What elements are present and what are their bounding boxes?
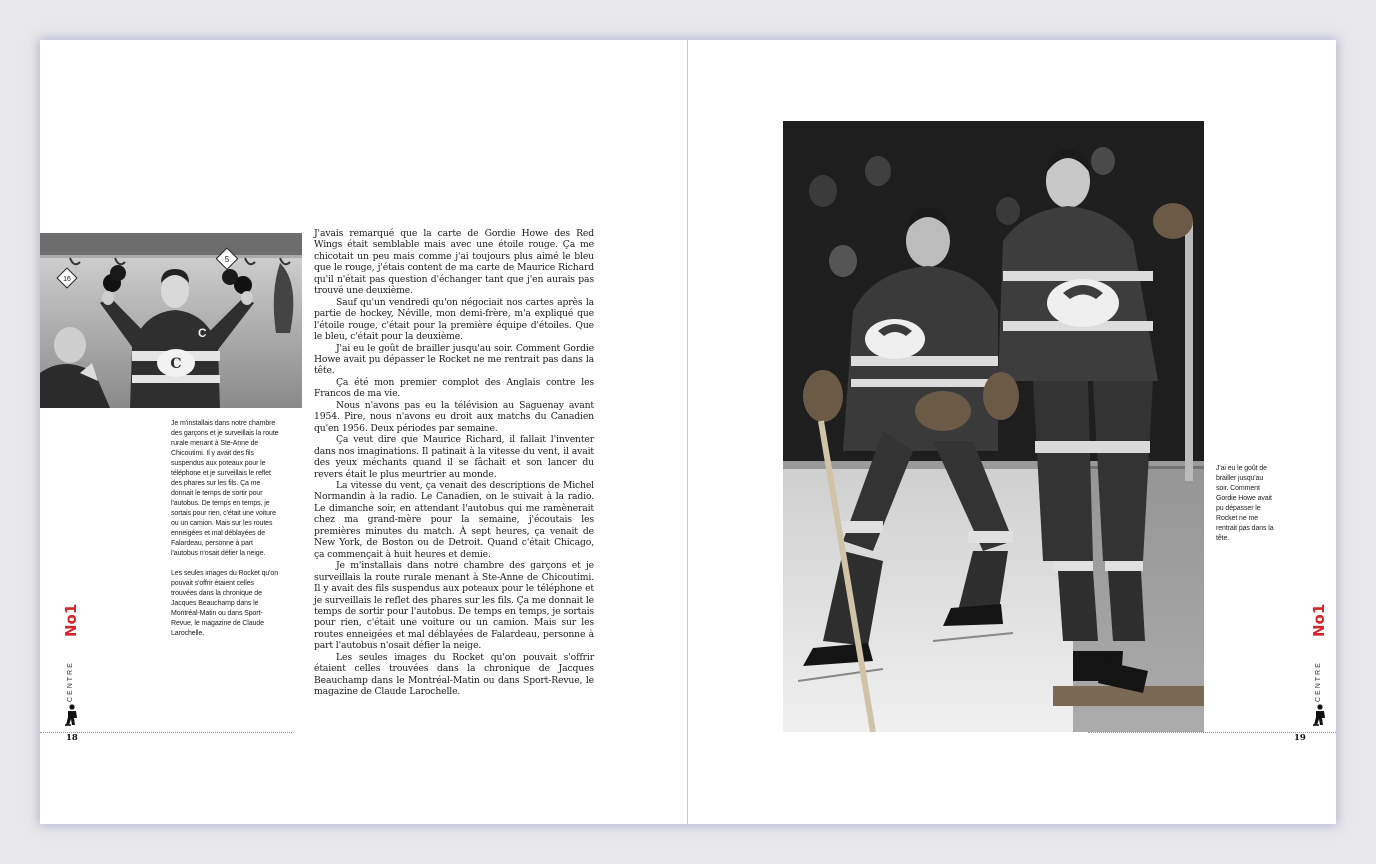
body-paragraph: Je m'installais dans notre chambre des garçons et je surveillais la route rurale menant à Ste-Anne de Chicoutimi. Il y avait des fils suspendus aux poteaux pour le téléphone et je surveillais le reflet des phares sur les fils. Ça me donnait le temps de sortir pour l'autobus. De temps en temps, je sortais pour rien, c'était une voiture ou un camion. Mais sur les routes enneigées et mal déblayées de Falardeau, personne à part l'autobus n'osait défier la neige.: [314, 560, 594, 652]
body-paragraph: Sauf qu'un vendredi qu'on négociait nos cartes après la partie de hockey, Néville, mon demi-frère, m'a expliqué que l'étoile rouge, c'était pour la première équipe d'étoiles. Que le bleu, c'était pour la deuxième.: [314, 296, 594, 343]
book-spread: [40, 40, 1336, 824]
captain-photo-art: [40, 233, 302, 408]
caption-paragraph: J'ai eu le goût de brailler jusqu'au soir. Comment Gordie Howe avait pu dépasser le Rocket ne me rentrait pas dans la tête.: [1216, 465, 1274, 542]
players-photo: [783, 121, 1204, 732]
svg-text:16: 16: [63, 276, 71, 283]
caption-paragraph: Les seules images du Rocket qu'on pouvait s'offrir étaient celles trouvées dans la chronique de Jacques Beauchamp dans le Montréal-Matin ou dans Sport-Revue, le magazine de Claude Larochelle.: [171, 570, 278, 637]
svg-text:C: C: [170, 356, 182, 372]
body-paragraph: Ça été mon premier complot des Anglais contre les Francos de ma vie.: [314, 376, 594, 400]
body-paragraph: Ça veut dire que Maurice Richard, il fallait l'inventer dans nos imaginations. Il patinait à la vitesse du vent, il avait des yeux méchants quand il se fâchait et son lancer du revers était le plus meurtrier au monde.: [314, 434, 594, 480]
svg-text:C: C: [198, 326, 207, 340]
hockey-player-icon: [1311, 704, 1327, 726]
hockey-player-icon: [63, 704, 79, 726]
players-photo-art: [783, 121, 1204, 732]
body-paragraph: J'ai eu le goût de brailler jusqu'au soir. Comment Gordie Howe avait pu dépasser le Rocket ne me rentrait pas dans la tête.: [314, 342, 594, 377]
edition-mark: No1: [1310, 603, 1328, 637]
page-number: 19: [1294, 733, 1306, 743]
left-page: [40, 40, 687, 824]
svg-text:5: 5: [224, 255, 230, 264]
section-label: CENTRE: [1315, 661, 1322, 703]
body-paragraph: Nous n'avons pas eu la télévision au Saguenay avant 1954. Pire, nous n'avons eu droit aux matchs du Canadien qu'en 1956. Deux périodes par semaine.: [314, 399, 594, 434]
left-photo-caption: [171, 419, 279, 639]
right-page: [688, 40, 1336, 824]
body-paragraph: J'avais remarqué que la carte de Gordie Howe des Red Wings était semblable mais avec une étoile rouge. Ça me chicotait un peu mais comme j'ai toujours plus aimé le bleu que le rouge, j'étais content de ma carte de Maurice Richard qu'il n'était pas question d'échanger tant que j'en aurais pas trouvé une deuxième.: [314, 228, 594, 297]
edition-mark: No1: [62, 603, 80, 637]
caption-paragraph: Je m'installais dans notre chambre des garçons et je surveillais la route rurale menant à Ste-Anne de Chicoutimi. Il y avait des fils suspendus aux poteaux pour le téléphone et je surveillais le reflet des phares sur les fils. Ça me donnait le temps de sortir pour l'autobus. De temps en temps, je sortais pour rien, c'était une voiture ou un camion. Mais sur les routes enneigées et mal déblayées de Falardeau, personne à part l'autobus n'osait défier la neige.: [171, 420, 279, 557]
article-body: [314, 228, 594, 698]
body-paragraph: Les seules images du Rocket qu'on pouvait s'offrir étaient celles trouvées dans la chronique de Jacques Beauchamp dans le Montréal-Matin ou dans Sport-Revue, le magazine de Claude Larochelle.: [314, 651, 594, 698]
captain-photo: [40, 233, 302, 408]
right-photo-caption: [1216, 464, 1276, 544]
page-number: 18: [66, 733, 78, 743]
section-label: CENTRE: [67, 661, 74, 703]
body-paragraph: La vitesse du vent, ça venait des descriptions de Michel Normandin à la radio. Le Canadien, on le suivait à la radio. Le dimanche soir, en attendant l'autobus qui me ramènerait chez ma grand-mère pour la semaine, j'écoutais les premières minutes du match. À sept heures, ça venait de New York, de Boston ou de Detroit. Quand c'était Chicago, ça commençait à huit heures et demie.: [314, 479, 594, 560]
